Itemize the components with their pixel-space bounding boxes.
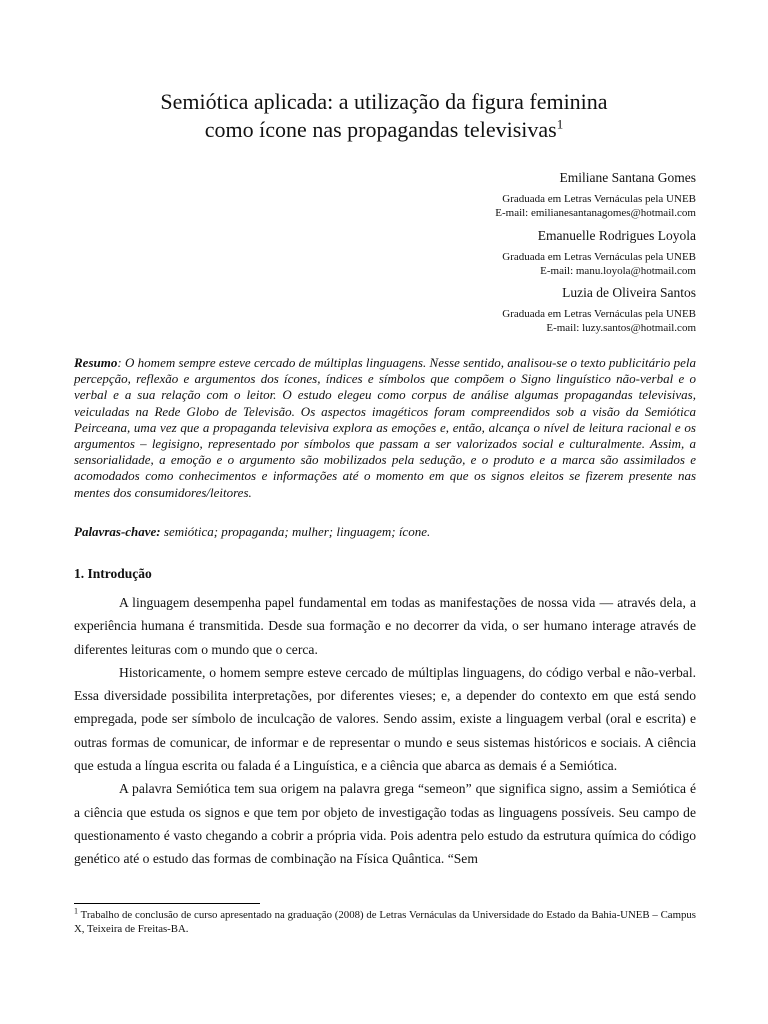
author-name: Luzia de Oliveira Santos — [562, 285, 696, 300]
body-paragraph-1: A linguagem desempenha papel fundamental em todas as manifestações de nossa vida — através dela, a experiência humana é transmitida. Desde sua formação e no decorrer da vida, o ser humano interage através de diferentes leituras com o mundo que o cerca. — [74, 595, 696, 657]
footnote-mark: 1 — [74, 906, 78, 916]
author-block-1 — [495, 170, 696, 220]
author-email: E-mail: luzy.santos@hotmail.com — [546, 322, 696, 334]
author-name: Emiliane Santana Gomes — [559, 170, 696, 185]
title-footnote-mark: 1 — [556, 116, 564, 132]
author-affiliation: Graduada em Letras Vernáculas pela UNEB — [502, 251, 696, 263]
author-email: E-mail: emilianesantanagomes@hotmail.com — [495, 207, 696, 219]
author-affiliation: Graduada em Letras Vernáculas pela UNEB — [502, 308, 696, 320]
title-line-2-text: como ícone nas propagandas televisivas — [204, 117, 557, 142]
keywords-label: Palavras-chave: — [74, 524, 161, 539]
title-line-2 — [72, 116, 696, 144]
footnote — [74, 908, 696, 936]
title-line-1: Semiótica aplicada: a utilização da figura feminina — [160, 89, 608, 114]
keywords — [74, 523, 696, 540]
abstract-text: : O homem sempre esteve cercado de múltiplas linguagens. Nesse sentido, analisou-se o texto publicitário pela percepção, reflexão e argumentos dos ícones, índices e símbolos que compõem o Signo linguístico não-verbal e o verbal e a sua relação com o leitor. O estudo elegeu como corpus de análise algumas propagandas televisivas, veiculadas na Rede Globo de Televisão. Os aspectos imagéticos foram compreendidos sob a visão da Semiótica Peirceana, uma vez que a propaganda televisiva explora as emoções e, então, alcança o nível de leitura racional e os argumentos – legisigno, representado por símbolos que passam a ser valorizados social e culturalmente. Assim, a sensorialidade, a emoção e o argumento são mobilizados pela sedução, e o produto e a marca são assimilados e acomodados como conhecimentos e informações até o momento em que os signos eleitos se fizerem presente nas mentes dos consumidores/leitores. — [74, 355, 696, 500]
author-affiliation: Graduada em Letras Vernáculas pela UNEB — [502, 193, 696, 205]
abstract-label: Resumo — [74, 355, 118, 370]
footnote-text: Trabalho de conclusão de curso apresentado na graduação (2008) de Letras Vernáculas da Universidade do Estado da Bahia-UNEB – Campus X, Teixeira de Freitas-BA. — [74, 909, 696, 935]
paper-title — [72, 88, 696, 144]
author-block-2 — [502, 228, 696, 278]
abstract — [74, 355, 696, 501]
body-paragraph-2: Historicamente, o homem sempre esteve cercado de múltiplas linguagens, do código verbal e não-verbal. Essa diversidade possibilita interpretações, por diferentes vieses; e, a depender do contexto em que está sendo empregada, pode ser símbolo de inculcação de valores. Sendo assim, existe a linguagem verbal (oral e escrita) e outras formas de comunicar, de informar e de representar o mundo e seus sistemas históricos e sociais. A ciência que estuda a língua escrita ou falada é a Linguística, e a ciência que abarca as demais é a Semiótica. — [74, 664, 696, 774]
section-heading: 1. Introdução — [74, 566, 152, 581]
footnote-divider — [74, 903, 260, 904]
author-name: Emanuelle Rodrigues Loyola — [537, 228, 696, 243]
keywords-value: semiótica; propaganda; mulher; linguagem; ícone. — [160, 524, 431, 539]
body-text — [74, 591, 696, 871]
author-block-3 — [502, 285, 696, 335]
body-paragraph-3: A palavra Semiótica tem sua origem na palavra grega “semeon” que significa signo, assim a Semiótica é a ciência que estuda os signos e que tem por objeto de investigação todas as linguagens possíveis. Seu campo de questionamento é vasto chegando a cobrir a própria vida. Pois adentra pelo estudo da estrutura química do código genético até o estudo das formas de combinação na Física Quântica. “Sem — [74, 781, 696, 867]
author-email: E-mail: manu.loyola@hotmail.com — [540, 265, 696, 277]
